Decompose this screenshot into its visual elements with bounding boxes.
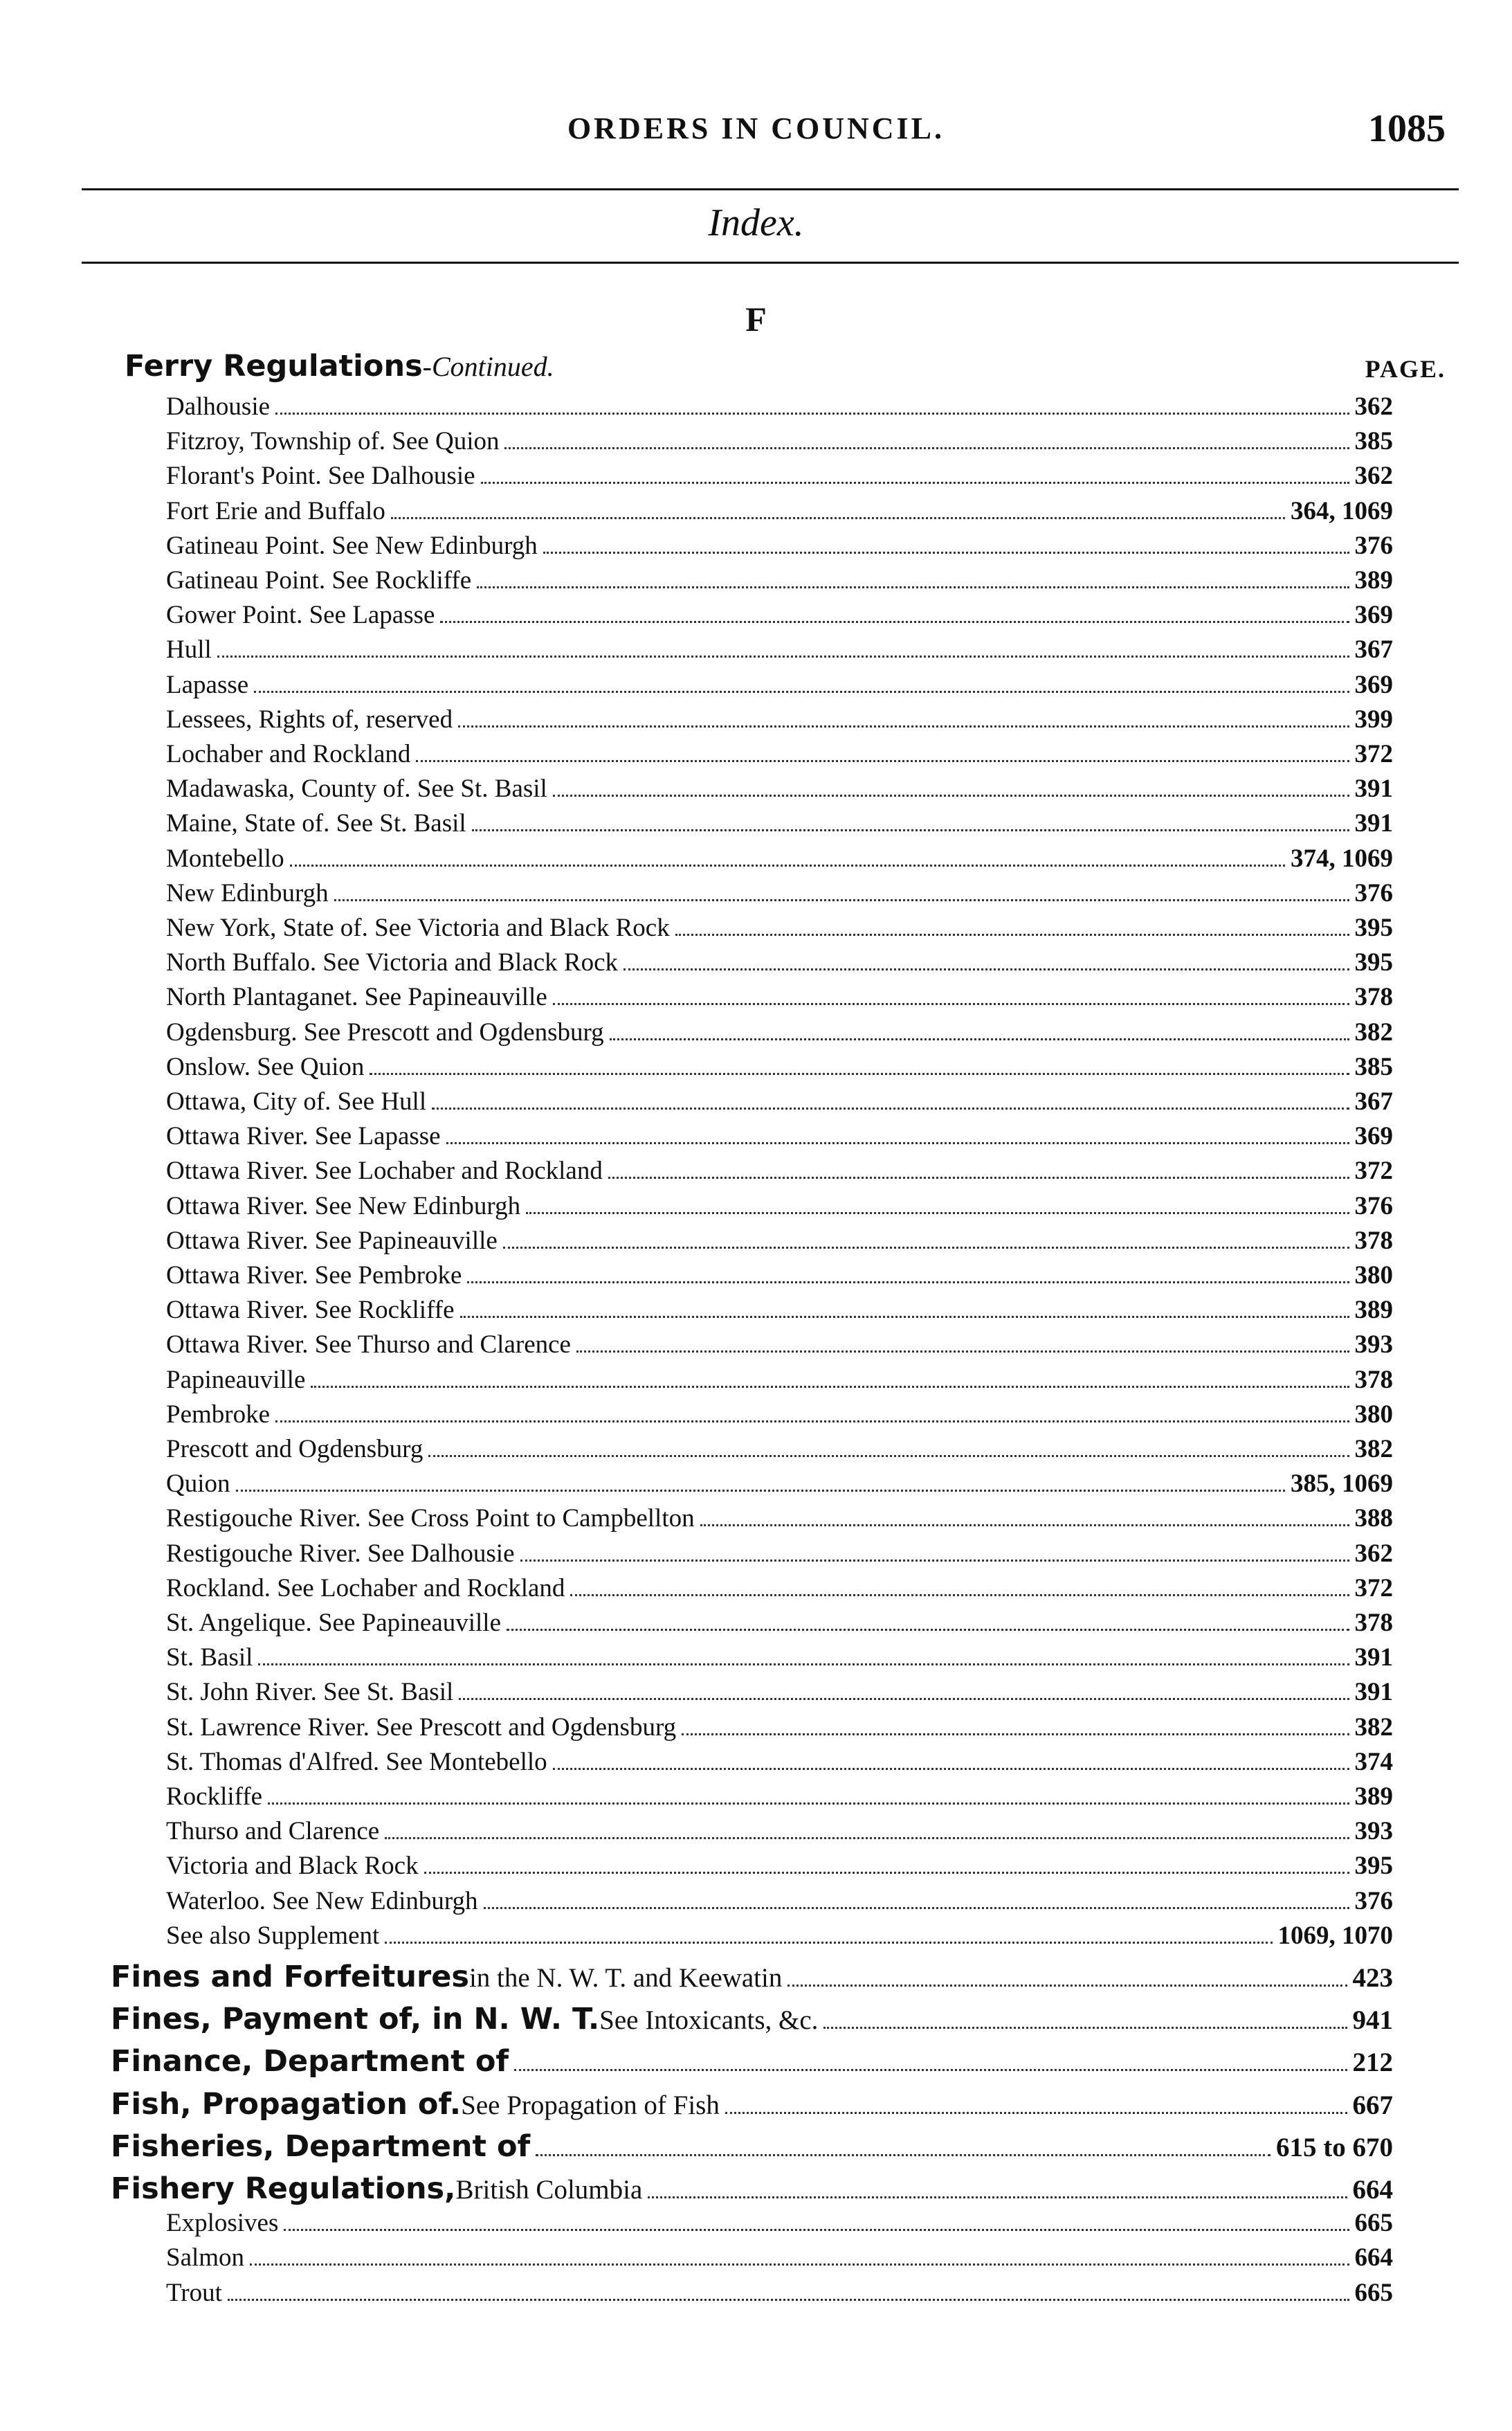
index-entry (166, 1365, 1393, 1401)
entry-text: Thurso and Clarence (166, 1817, 380, 1846)
entry-page: 665 (1354, 2209, 1393, 2238)
dot-leader (311, 1386, 1349, 1388)
entry-text: Explosives (166, 2209, 279, 2238)
dot-leader (424, 1872, 1349, 1874)
page-column-label: PAGE. (1365, 355, 1446, 383)
index-entry (166, 913, 1393, 949)
entry-page: 941 (1352, 2005, 1393, 2036)
index-entry (166, 2208, 1393, 2244)
dot-leader (467, 1281, 1349, 1283)
entry-page: 378 (1354, 1365, 1393, 1394)
entry-page: 378 (1354, 1226, 1393, 1255)
dot-leader (700, 1524, 1349, 1526)
dot-leader (504, 447, 1349, 449)
entry-text: Restigouche River. See Dalhousie (166, 1539, 515, 1568)
entry-text: Lapasse (166, 670, 249, 699)
entry-text: in the N. W. T. and Keewatin (468, 1963, 783, 1993)
dot-leader (254, 691, 1349, 693)
entry-page: 382 (1354, 1018, 1393, 1047)
index-entry (166, 844, 1393, 880)
dot-leader (416, 760, 1349, 762)
entry-page: 382 (1354, 1712, 1393, 1742)
entry-page: 369 (1354, 601, 1393, 630)
entry-text: Lochaber and Rockland (166, 740, 411, 768)
dot-leader (428, 1455, 1349, 1457)
entry-page: 389 (1354, 1782, 1393, 1811)
entry-page: 369 (1354, 1122, 1393, 1151)
entry-text: Gatineau Point. See Rockliffe (166, 566, 472, 595)
entry-page: 376 (1354, 878, 1393, 907)
index-entry (166, 461, 1393, 497)
dot-leader (236, 1490, 1286, 1492)
index-heading-entry (111, 2087, 1393, 2123)
entry-text: Onslow. See Quion (166, 1052, 365, 1081)
entry-text: St. Lawrence River. See Prescott and Ogdensburg (166, 1712, 677, 1742)
entry-page: 378 (1354, 983, 1393, 1012)
index-entry (166, 1052, 1393, 1088)
index-entry (166, 1782, 1393, 1818)
entry-text: Ottawa River. See Lapasse (166, 1122, 441, 1151)
entry-text: Quion (166, 1470, 230, 1499)
entry-text: Victoria and Black Rock (166, 1852, 419, 1881)
index-entry (166, 426, 1393, 462)
index-entry (166, 1330, 1393, 1366)
entry-text: See Intoxicants, &c. (599, 2005, 819, 2036)
dot-leader (553, 1003, 1349, 1005)
dot-leader (275, 1420, 1349, 1422)
dot-leader (553, 795, 1349, 797)
index-entry (166, 1087, 1393, 1123)
entry-text: Waterloo. See New Edinburgh (166, 1886, 478, 1915)
index-entry (166, 1921, 1393, 1957)
entry-page: 395 (1354, 1852, 1393, 1881)
dot-leader (370, 1073, 1349, 1075)
entry-page: 362 (1354, 1539, 1393, 1568)
index-entry (166, 600, 1393, 636)
entry-text: Gatineau Point. See New Edinburgh (166, 531, 538, 560)
entry-text: See also Supplement (166, 1921, 380, 1950)
index-heading-entry (111, 2002, 1393, 2038)
entry-page: 391 (1354, 809, 1393, 838)
entry-text: Ottawa River. See Thurso and Clarence (166, 1330, 571, 1359)
dot-leader (440, 621, 1349, 623)
index-heading-entry (111, 2129, 1393, 2165)
index-entry (166, 774, 1393, 810)
index-entry (166, 705, 1393, 741)
entry-page: 665 (1354, 2278, 1393, 2307)
entry-page: 423 (1352, 1963, 1393, 1993)
entry-text: Rockliffe (166, 1782, 263, 1811)
entry-text: North Plantaganet. See Papineauville (166, 983, 547, 1012)
entry-page: 391 (1354, 1678, 1393, 1707)
entry-page: 391 (1354, 1643, 1393, 1672)
dot-leader (446, 1142, 1349, 1144)
entry-heading: Fishery Regulations, (111, 2171, 456, 2206)
entry-text: Restigouche River. See Cross Point to Campbellton (166, 1504, 695, 1533)
dot-leader (648, 2196, 1347, 2198)
index-entry (166, 982, 1393, 1018)
entry-page: 367 (1354, 635, 1393, 665)
dot-leader (570, 1594, 1349, 1596)
dot-leader (391, 517, 1285, 519)
dot-leader (385, 1942, 1272, 1944)
index-entry (166, 2278, 1393, 2314)
entry-page: 364, 1069 (1291, 496, 1393, 525)
index-entry (166, 1608, 1393, 1644)
index-entry (166, 878, 1393, 914)
index-entry (166, 1469, 1393, 1505)
entry-text: Salmon (166, 2243, 245, 2272)
entry-page: 664 (1352, 2175, 1393, 2205)
index-entry (166, 1400, 1393, 1436)
entry-text: Pembroke (166, 1400, 271, 1429)
index-entry (166, 1191, 1393, 1227)
entry-text: Ottawa, City of. See Hull (166, 1087, 427, 1116)
dot-leader (481, 482, 1349, 484)
entry-page: 385 (1354, 427, 1393, 456)
index-heading-entry (111, 2044, 1393, 2080)
index-entry (166, 1747, 1393, 1783)
entry-text: Gower Point. See Lapasse (166, 601, 435, 630)
index-entry (166, 392, 1393, 428)
entry-heading: Fines and Forfeitures (111, 1960, 469, 1994)
entry-text: Hull (166, 635, 212, 665)
entry-text: New Edinburgh (166, 878, 329, 907)
entry-page: 369 (1354, 670, 1393, 699)
entry-text: North Buffalo. See Victoria and Black Rock (166, 948, 619, 977)
entry-page: 212 (1352, 2048, 1393, 2078)
dot-leader (823, 2027, 1347, 2029)
dot-leader (787, 1985, 1347, 1987)
entry-page: 393 (1354, 1330, 1393, 1359)
entry-text: Ottawa River. See Pembroke (166, 1261, 462, 1290)
entry-text: Ottawa River. See New Edinburgh (166, 1191, 521, 1220)
index-entry (166, 1434, 1393, 1470)
entry-text: Ogdensburg. See Prescott and Ogdensburg (166, 1018, 604, 1047)
dot-leader (284, 2229, 1349, 2231)
entry-text: St. John River. See St. Basil (166, 1678, 454, 1707)
index-entry (166, 1295, 1393, 1331)
dot-leader (258, 1663, 1349, 1665)
entry-page: 374 (1354, 1747, 1393, 1776)
index-entry (166, 1712, 1393, 1748)
entry-page: 393 (1354, 1817, 1393, 1846)
index-heading-entry (111, 1960, 1393, 1996)
index-entry (166, 1156, 1393, 1192)
dot-leader (268, 1802, 1349, 1805)
entry-text: Montebello (166, 844, 284, 873)
dot-leader (472, 829, 1349, 831)
entry-text: Maine, State of. See St. Basil (166, 809, 466, 838)
dot-leader (432, 1108, 1349, 1110)
index-entry (166, 1643, 1393, 1679)
index-entry (166, 1677, 1393, 1713)
dot-leader (623, 968, 1349, 970)
entry-page: 372 (1354, 1573, 1393, 1602)
entry-text: Ottawa River. See Papineauville (166, 1226, 498, 1255)
bottom-rule (82, 262, 1459, 264)
entry-heading: Fisheries, Department of (111, 2129, 531, 2164)
entry-text: St. Angelique. See Papineauville (166, 1609, 501, 1637)
entry-text: St. Thomas d'Alfred. See Montebello (166, 1747, 547, 1776)
index-subheading: Index. (708, 201, 804, 244)
index-entry (166, 948, 1393, 984)
entry-page: 388 (1354, 1504, 1393, 1533)
entry-page: 389 (1354, 566, 1393, 595)
entry-page: 372 (1354, 740, 1393, 768)
entry-page: 376 (1354, 531, 1393, 560)
entry-page: 362 (1354, 392, 1393, 421)
entry-text: Rockland. See Lochaber and Rockland (166, 1573, 565, 1602)
dot-leader (682, 1733, 1349, 1735)
dot-leader (460, 1316, 1349, 1318)
entry-page: 395 (1354, 948, 1393, 977)
top-rule (82, 188, 1459, 190)
dot-leader (507, 1629, 1349, 1631)
dot-leader (610, 1038, 1349, 1040)
index-entry (166, 1018, 1393, 1054)
dot-leader (675, 934, 1349, 936)
ferry-regulations-heading (125, 349, 1446, 386)
section-letter: F (745, 300, 767, 338)
entry-text: Prescott and Ogdensburg (166, 1435, 423, 1463)
index-entry (166, 1226, 1393, 1262)
entry-heading: Fish, Propagation of. (111, 2086, 462, 2122)
page-number: 1085 (1368, 107, 1446, 150)
dot-leader (334, 899, 1349, 901)
entry-page: 376 (1354, 1886, 1393, 1915)
index-entry (166, 566, 1393, 602)
index-entry (166, 739, 1393, 775)
entry-text: Papineauville (166, 1365, 306, 1394)
entry-text: Dalhousie (166, 392, 271, 421)
dot-leader (526, 1212, 1349, 1214)
index-heading-entry (111, 2171, 1393, 2207)
entry-page: 376 (1354, 1191, 1393, 1220)
entry-text: New York, State of. See Victoria and Black Rock (166, 914, 670, 942)
running-title: ORDERS IN COUNCIL. (567, 111, 945, 145)
entry-page: 399 (1354, 705, 1393, 734)
dot-leader (543, 552, 1349, 554)
entry-page: 374, 1069 (1291, 844, 1393, 873)
entry-page: 615 to 670 (1276, 2132, 1393, 2162)
dot-leader (250, 2263, 1349, 2266)
entry-page: 391 (1354, 775, 1393, 804)
index-entry (166, 1121, 1393, 1157)
entry-page: 378 (1354, 1609, 1393, 1637)
entry-text: Florant's Point. See Dalhousie (166, 462, 475, 491)
dot-leader (217, 656, 1349, 658)
entry-page: 362 (1354, 462, 1393, 491)
index-entry (166, 1573, 1393, 1609)
entry-text: Ottawa River. See Lochaber and Rockland (166, 1157, 603, 1186)
entry-page: 385 (1354, 1052, 1393, 1081)
entry-page: 389 (1354, 1296, 1393, 1325)
dot-leader (275, 413, 1349, 415)
index-entry (166, 1503, 1393, 1539)
index-entry (166, 808, 1393, 844)
entry-page: 372 (1354, 1157, 1393, 1186)
entry-text: Lessees, Rights of, reserved (166, 705, 453, 734)
index-entry (166, 496, 1393, 532)
entry-page: 367 (1354, 1087, 1393, 1116)
index-entry (166, 531, 1393, 567)
running-head (0, 104, 1512, 159)
entry-page: 382 (1354, 1435, 1393, 1463)
entry-heading: Fines, Payment of, in N. W. T. (111, 2002, 600, 2037)
dot-leader (503, 1247, 1349, 1249)
heading-title: Ferry Regulations (125, 349, 423, 383)
entry-text: British Columbia (455, 2175, 643, 2205)
dot-leader (228, 2299, 1349, 2301)
entry-page: 664 (1354, 2243, 1393, 2272)
index-entry (166, 1816, 1393, 1852)
dot-leader (576, 1350, 1349, 1353)
entry-page: 385, 1069 (1291, 1470, 1393, 1499)
entry-text: Madawaska, County of. See St. Basil (166, 775, 547, 804)
entry-text: Fort Erie and Buffalo (166, 496, 385, 525)
index-entry (166, 1886, 1393, 1922)
index-entry (166, 670, 1393, 706)
index-entry (166, 1851, 1393, 1887)
entry-page: 380 (1354, 1261, 1393, 1290)
dot-leader (725, 2112, 1347, 2114)
entry-heading: Finance, Department of (111, 2044, 509, 2079)
index-entry (166, 1260, 1393, 1296)
dot-leader (514, 2069, 1347, 2071)
entry-text: St. Basil (166, 1643, 253, 1672)
entry-text: Fitzroy, Township of. See Quion (166, 427, 500, 456)
dot-leader (553, 1768, 1349, 1770)
entry-text: Trout (166, 2278, 222, 2307)
dot-leader (458, 725, 1349, 728)
heading-continued: -Continued. (422, 351, 554, 382)
index-entry (166, 635, 1393, 671)
dot-leader (459, 1698, 1349, 1700)
dot-leader (520, 1560, 1349, 1562)
entry-page: 1069, 1070 (1277, 1921, 1393, 1950)
index-entry (166, 2243, 1393, 2279)
dot-leader (484, 1907, 1349, 1909)
entry-text: Ottawa River. See Rockliffe (166, 1296, 455, 1325)
dot-leader (290, 865, 1285, 867)
dot-leader (536, 2154, 1270, 2156)
entry-page: 395 (1354, 914, 1393, 942)
index-entry (166, 1539, 1393, 1575)
dot-leader (385, 1837, 1349, 1839)
entry-text: See Propagation of Fish (461, 2090, 720, 2120)
entry-page: 667 (1352, 2090, 1393, 2120)
dot-leader (477, 586, 1349, 588)
entry-page: 380 (1354, 1400, 1393, 1429)
dot-leader (608, 1177, 1349, 1179)
